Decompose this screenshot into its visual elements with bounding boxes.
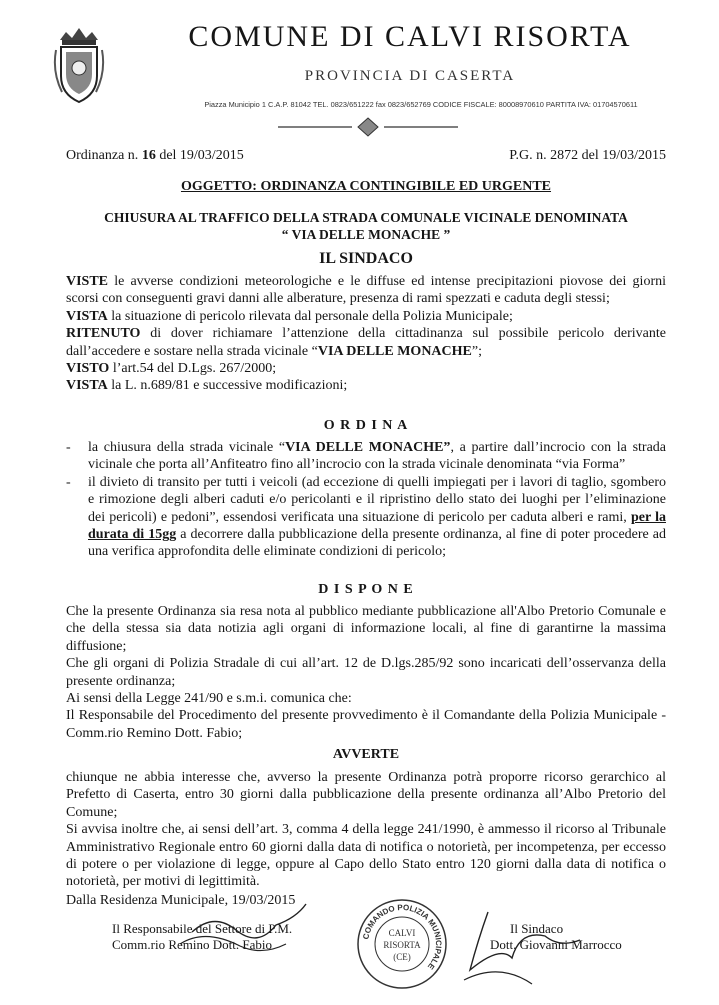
avverte-ricorso-tar: Si avvisa inoltre che, ai sensi dell’art. 3, comma 4 della legge 241/1990, è ammesso il ricorso al Tribunale Amministrativo Regionale entro 60 giorni dalla data di notifica o notorietà, per incompetenza, per eccesso di potere o per violazione di legge, oppure al Capo dello Stato entro 120 giorni dalla data di notifica o notorietà, per motivi di legittimità. bbox=[66, 822, 666, 890]
divider-ornament bbox=[278, 116, 458, 138]
premise-vista-situazione: VISTA la situazione di pericolo rilevata dal personale della Polizia Municipale; bbox=[66, 308, 513, 324]
ordina-item-transit-ban: - il divieto di transito per tutti i veicoli (ad eccezione di quelli impiegati per i lavori di taglio, sgombero e rimozione degli alberi caduti e/o pericolanti e il ripristino dello stato dei luoghi per l’eliminazione dei pericoli) e pedoni”, essendosi verificata una situazione di pericolo per caduta alberi e rami, per la durata di 15gg a decorrere dalla pubblicazione della presente ordinanza, al fine di poter procedere ad una verifica approfondita delle eliminate condizioni di pericolo; bbox=[66, 474, 667, 560]
premise-visto: VISTO l’art.54 del D.Lgs. 267/2000; bbox=[66, 361, 277, 377]
stamp-center-line2: RISORTA bbox=[383, 940, 421, 950]
authority-heading: IL SINDACO bbox=[319, 250, 413, 267]
ordinance-date: del 19/03/2015 bbox=[159, 148, 244, 163]
protocol-number: P.G. n. 2872 del 19/03/2015 bbox=[509, 148, 666, 163]
dispone-publication: Che la presente Ordinanza sia resa nota al pubblico mediante pubblicazione all'Albo Pretorio Comunale e che della stessa sia data notizia agli organi di informazione locali, al fine di garantirne la massima diffusione; bbox=[66, 604, 666, 654]
municipality-title: COMUNE DI CALVI RISORTA bbox=[188, 20, 632, 53]
closure-title-line2: “ VIA DELLE MONACHE ” bbox=[281, 227, 451, 242]
police-stamp bbox=[356, 898, 448, 990]
left-signature-name: Comm.rio Remino Dott. Fabio bbox=[112, 937, 272, 952]
dispone-responsabile: Il Responsabile del Procedimento del presente provvedimento è il Comandante della Polizia Municipale - Comm.rio Remino Dott. Fabio; bbox=[66, 708, 666, 741]
ordina-section bbox=[66, 439, 666, 561]
subject-heading: OGGETTO: ORDINANZA CONTINGIBILE ED URGENTE bbox=[180, 179, 552, 194]
stamp-center-line1: CALVI bbox=[388, 928, 416, 938]
avverte-section bbox=[66, 769, 666, 891]
ordina-heading: O R D I N A bbox=[323, 418, 409, 433]
province-name: PROVINCIA DI CASERTA bbox=[304, 68, 516, 84]
premise-viste: VISTE le avverse condizioni meteorologiche e le diffuse ed intense precipitazioni piovose dei giorni scorsi con conseguenti gravi danni alle alberature, presenza di rami spezzati e caduta degli stessi; bbox=[66, 274, 666, 307]
right-signature-title: Il Sindaco bbox=[510, 921, 564, 936]
premise-vista-legge: VISTA la L. n.689/81 e successive modificazioni; bbox=[66, 378, 348, 394]
avverte-ricorso-gerarchico: chiunque ne abbia interesse che, avverso la presente Ordinanza potrà proporre ricorso gerarchico al Prefetto di Caserta, entro 30 giorni dalla pubblicazione della presente ordinanza all’Albo Pretorio del Comune; bbox=[66, 770, 666, 820]
dispone-legge: Ai sensi della Legge 241/90 e s.m.i. comunica che: bbox=[66, 691, 352, 707]
place-date: Dalla Residenza Municipale, 19/03/2015 bbox=[66, 893, 296, 908]
left-signature-title: Il Responsabile del Settore di P.M. bbox=[112, 921, 293, 936]
ordinance-label: Ordinanza n. bbox=[66, 148, 139, 163]
ordinance-number bbox=[66, 148, 244, 164]
municipal-crest-icon bbox=[52, 10, 106, 106]
stamp-ring-text: COMANDO POLIZIA MUNICIPALE bbox=[361, 902, 444, 972]
ordinance-num-value: 16 bbox=[141, 148, 156, 163]
premise-ritenuto: RITENUTO di dover richiamare l’attenzione della cittadinanza sul possibile pericolo derivante dall’accedere e sostare nella strada vicinale “VIA DELLE MONACHE”; bbox=[66, 326, 666, 359]
premises-section bbox=[66, 273, 666, 395]
right-signature-name: Dott. Giovanni Marrocco bbox=[490, 937, 622, 952]
closure-title-line1: CHIUSURA AL TRAFFICO DELLA STRADA COMUNALE VICINALE DENOMINATA bbox=[104, 210, 628, 225]
avverte-heading: AVVERTE bbox=[332, 747, 400, 762]
dispone-police: Che gli organi di Polizia Stradale di cui all’art. 12 de D.lgs.285/92 sono incaricati dell’osservanza della presente ordinanza; bbox=[66, 656, 666, 689]
contact-line: Piazza Municipio 1 C.A.P. 81042 TEL. 0823/651222 fax 0823/652769 CODICE FISCALE: 80008970610 PARTITA IVA: 01704570611 bbox=[204, 100, 638, 109]
ordina-item-closure: - la chiusura della strada vicinale “VIA DELLE MONACHE”, a partire dall’incrocio con la strada vicinale che porta all’Anfiteatro fino all’incrocio con la strada vicinale denominata “via Forma” bbox=[66, 440, 666, 473]
dispone-section bbox=[66, 603, 666, 742]
dispone-heading: D I S P O N E bbox=[318, 582, 414, 597]
stamp-center-line3: (CE) bbox=[393, 952, 411, 962]
